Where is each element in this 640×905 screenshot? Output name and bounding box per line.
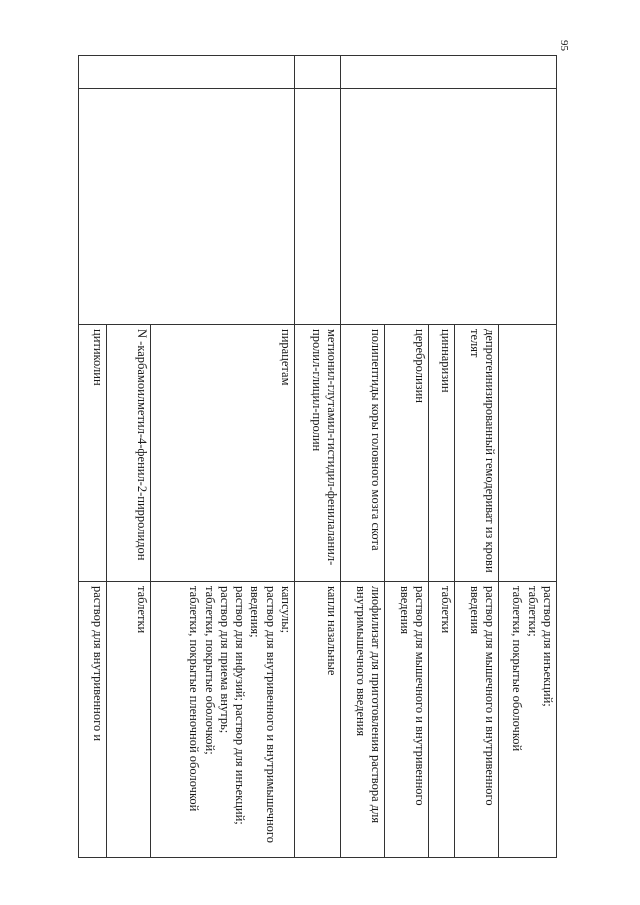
form-cell: таблетки [107, 582, 151, 858]
drug-table [78, 55, 557, 858]
atc-code-cell [295, 56, 341, 89]
group-name-cell [295, 89, 341, 325]
inn-cell: циннаризин [429, 325, 455, 582]
form-cell: капли назальные [295, 582, 341, 858]
table-row [151, 56, 295, 858]
inn-cell: церебролизин [385, 325, 429, 582]
inn-cell: полипептиды коры головного мозга скота [341, 325, 385, 582]
form-cell: раствор для мышечного и внутривенного введения [385, 582, 429, 858]
group-name-cell [79, 89, 295, 325]
rotated-page-content [54, 55, 557, 857]
inn-cell: депротеинизированный гемодериват из крови телят [455, 325, 499, 582]
atc-code-cell [341, 56, 557, 89]
table-row [295, 56, 341, 858]
form-cell: лиофилизат для приготовления раствора для внутримышечного введения [341, 582, 385, 858]
inn-cell: пирацетам [151, 325, 295, 582]
inn-cell [499, 325, 557, 582]
inn-cell: N -карбамоилметил-4-фенил-2-пирролидон [107, 325, 151, 582]
form-cell: раствор для инъекций; таблетки; таблетки, покрытые оболочкой [499, 582, 557, 858]
table-row [499, 56, 557, 858]
form-cell: раствор для мышечного и внутривенного введения [455, 582, 499, 858]
inn-cell: метионил-глутамил-гистидил-фенилаланил-пролил-глицил-пролин [295, 325, 341, 582]
page-number: 95 [558, 40, 570, 51]
form-cell: раствор для внутривенного и [79, 582, 107, 858]
form-cell: капсулы; раствор для внутривенного и внутримышечного введения; раствор для инфузий; раствор для инъекций; раствор для приема внутрь; таблетки, покрытые оболочкой; таблетки, покрытые пленочной оболочкой [151, 582, 295, 858]
atc-code-cell [79, 56, 295, 89]
inn-cell: цитиколин [79, 325, 107, 582]
group-name-cell [341, 89, 557, 325]
form-cell: таблетки [429, 582, 455, 858]
